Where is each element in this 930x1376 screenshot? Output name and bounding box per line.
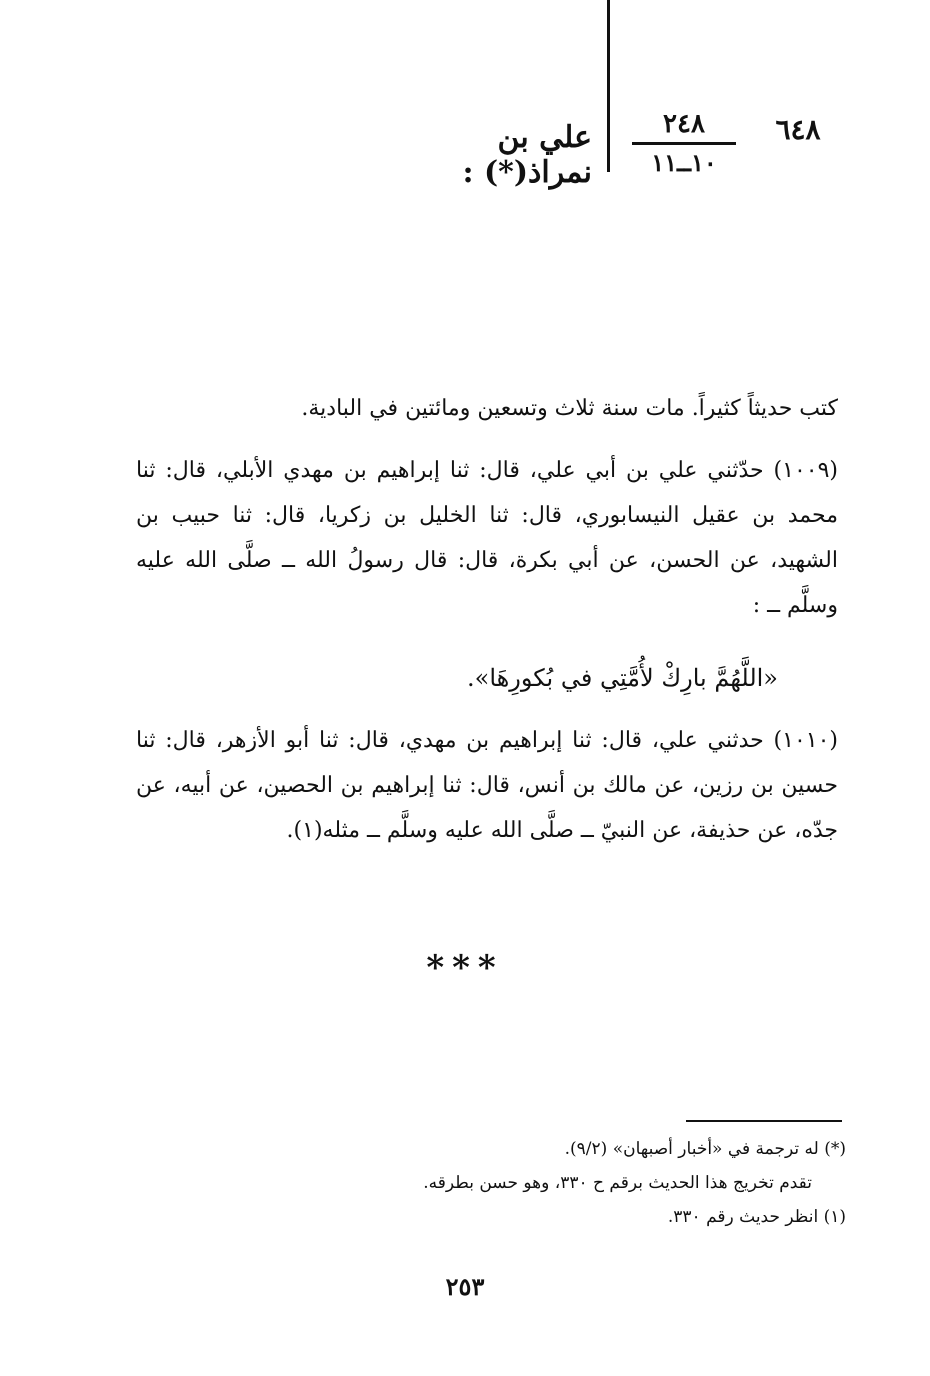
footnote-1: (١) انظر حديث رقم ٣٣٠. [667,1207,846,1227]
fraction-bar [632,142,736,145]
footnotes [300,1132,846,1234]
page-number: ٢٥٣ [445,1272,485,1301]
footnote-star: (*) له ترجمة في «أخبار أصبهان» (٩/٢). [564,1139,846,1159]
section-separator: *** [426,948,504,988]
entry-title: علي بن نمراذ(*) : [462,120,592,190]
entry-number: ٦٤٨ [775,113,821,146]
paragraph-biography: كتب حديثاً كثيراً. مات سنة ثلاث وتسعين ومائتين في البادية. [301,396,838,421]
header-vertical-rule [607,0,610,172]
reference-top: ٢٤٨ [663,109,705,139]
footnote-star-continuation: تقدم تخريج هذا الحديث برقم ح ٣٣٠، وهو حسن بطرقه. [423,1173,812,1193]
footnote-rule [686,1120,842,1122]
paragraph-hadith-1009: (١٠٠٩) حدّثني علي بن أبي علي، قال: ثنا إبراهيم بن مهدي الأبلي، قال: ثنا محمد بن عقيل النيسابوري، قال: ثنا الخليل بن زكريا، قال: ثنا حبيب بن الشهيد، عن الحسن، عن أبي بكرة، قال: قال رسولُ الله ــ صلَّى الله عليه وسلَّم ــ : [136,458,838,618]
reference-fraction [632,108,736,177]
paragraph-hadith-1010: (١٠١٠) حدثني علي، قال: ثنا إبراهيم بن مهدي، قال: ثنا أبو الأزهر، قال: ثنا حسين بن رزين، عن مالك بن أنس، قال: ثنا إبراهيم بن الحصين، عن أبيه، عن جدّه، عن حذيفة، عن النبيّ ــ صلَّى الله عليه وسلَّم ــ مثله(١). [136,728,838,843]
reference-bottom: ١٠ــ١١ [651,148,717,177]
hadith-quote: «اللَّهُمَّ بارِكْ لأُمَّتِي في بُكورِهَا». [467,664,778,692]
